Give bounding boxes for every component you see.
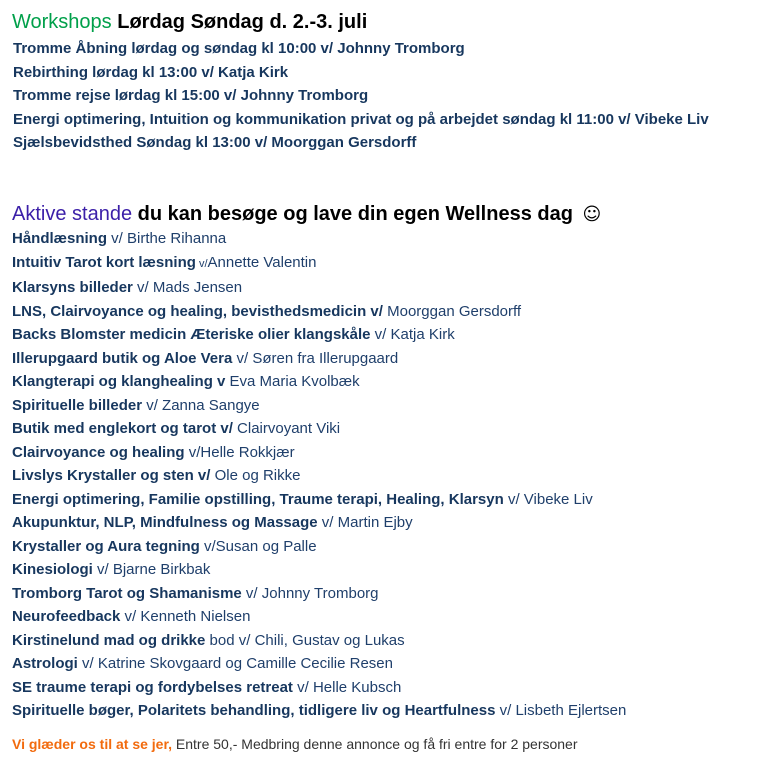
stand-host: v/ Helle Kubsch bbox=[292, 678, 402, 696]
footer-text: Entre 50,- Medbring denne annonce og få fri entre for 2 personer bbox=[172, 736, 578, 752]
stand-name: SE traume terapi og fordybelses retreat bbox=[12, 678, 293, 696]
stand-host: v/ Kenneth Nielsen bbox=[120, 608, 251, 625]
stand-name: Spirituelle bøger, Polaritets behandling, tidligere liv og Heartfulness bbox=[12, 702, 496, 719]
list-item: Tromme rejse lørdag kl 15:00 v/ Johnny Tromborg bbox=[13, 87, 369, 105]
stand-name: Illerupgaard butik og Aloe Vera bbox=[12, 349, 233, 367]
stand-name: Neurofeedback bbox=[12, 608, 121, 625]
list-item bbox=[12, 347, 767, 371]
stand-name: Akupunktur, NLP, Mindfulness og Massage bbox=[12, 514, 318, 531]
list-item bbox=[12, 488, 767, 512]
stand-host: Moorggan Gersdorff bbox=[382, 302, 522, 320]
list-item bbox=[12, 276, 767, 300]
list-item: Tromme Åbning lørdag og søndag kl 10:00 v/ Johnny Tromborg bbox=[13, 40, 465, 57]
workshops-title-date: Lørdag Søndag d. 2.-3. juli bbox=[117, 11, 368, 33]
stand-name: Butik med englekort og tarot v/ bbox=[12, 420, 233, 437]
workshops-title-accent: Workshops bbox=[12, 11, 112, 33]
stand-host-prefix: v/ bbox=[195, 257, 208, 270]
stand-host: v/ Mads Jensen bbox=[132, 279, 243, 296]
stand-name: Klangterapi og klanghealing v bbox=[12, 373, 226, 390]
stand-name: Kinesiologi bbox=[12, 561, 93, 578]
list-item bbox=[12, 394, 767, 418]
stand-host: Clairvoyant Viki bbox=[232, 420, 341, 437]
stand-host: v/ Johnny Tromborg bbox=[241, 584, 379, 602]
list-item bbox=[12, 464, 767, 488]
list-item bbox=[12, 417, 767, 441]
list-item bbox=[12, 605, 767, 629]
stand-host: v/ Bjarne Birkbak bbox=[92, 561, 211, 578]
stand-name: Intuitiv Tarot kort læsning bbox=[12, 253, 196, 271]
stand-name: Klarsyns billeder bbox=[12, 279, 133, 296]
list-item: Sjælsbevidsthed Søndag kl 13:00 v/ Moorggan Gersdorff bbox=[13, 134, 417, 152]
workshops-heading bbox=[12, 10, 367, 34]
stand-host: v/ Katja Kirk bbox=[370, 326, 455, 343]
stand-host: v/ Søren fra Illerupgaard bbox=[232, 349, 399, 367]
list-item bbox=[12, 441, 767, 465]
stand-host: v/Susan og Palle bbox=[199, 537, 317, 555]
list-item bbox=[12, 227, 767, 251]
list-item bbox=[12, 699, 767, 723]
stand-host: v/ Vibeke Liv bbox=[503, 490, 593, 508]
list-item bbox=[12, 629, 767, 653]
list-item bbox=[12, 511, 767, 535]
list-item: Energi optimering, Intuition og kommunikation privat og på arbejdet søndag kl 11:00 v/ Vibeke Liv bbox=[13, 110, 709, 128]
stand-name: LNS, Clairvoyance og healing, bevisthedsmedicin v/ bbox=[12, 302, 383, 320]
stands-list bbox=[12, 227, 767, 723]
stand-host: Eva Maria Kvolbæk bbox=[225, 373, 360, 390]
stand-name: Astrologi bbox=[12, 655, 78, 672]
list-item bbox=[12, 582, 767, 606]
stand-host: bod v/ Chili, Gustav og Lukas bbox=[205, 631, 405, 649]
stand-name: Energi optimering, Familie opstilling, Traume terapi, Healing, Klarsyn bbox=[12, 490, 504, 508]
stand-host: v/ Katrine Skovgaard og Camille Cecilie Resen bbox=[77, 655, 393, 672]
stands-title-accent: Aktive stande bbox=[12, 203, 133, 225]
stand-name: Spirituelle billeder bbox=[12, 396, 143, 414]
stand-host: Ole og Rikke bbox=[210, 467, 301, 484]
workshops-list bbox=[13, 37, 753, 155]
smiley-icon: ☺ bbox=[582, 204, 602, 225]
stand-name: Livslys Krystaller og sten v/ bbox=[12, 467, 211, 484]
stand-host: v/ Lisbeth Ejlertsen bbox=[495, 702, 627, 719]
stand-host: Annette Valentin bbox=[207, 253, 317, 271]
list-item bbox=[12, 676, 767, 700]
list-item bbox=[12, 535, 767, 559]
list-item bbox=[12, 251, 767, 277]
list-item bbox=[12, 558, 767, 582]
stand-name: Backs Blomster medicin Æteriske olier klangskåle bbox=[12, 326, 371, 343]
list-item bbox=[12, 323, 767, 347]
stand-name: Kirstinelund mad og drikke bbox=[12, 631, 206, 649]
list-item bbox=[12, 370, 767, 394]
stand-host: v/ Martin Ejby bbox=[317, 514, 413, 531]
stand-name: Tromborg Tarot og Shamanisme bbox=[12, 584, 242, 602]
list-item bbox=[12, 652, 767, 676]
stand-name: Krystaller og Aura tegning bbox=[12, 537, 200, 555]
list-item bbox=[12, 300, 767, 324]
stand-name: Clairvoyance og healing bbox=[12, 443, 185, 461]
footer-note bbox=[12, 734, 578, 754]
stand-host: v/ Zanna Sangye bbox=[142, 396, 260, 414]
stands-heading bbox=[12, 202, 601, 227]
stands-title-text: du kan besøge og lave din egen Wellness dag bbox=[137, 203, 573, 225]
footer-highlight: Vi glæder os til at se jer, bbox=[12, 736, 173, 752]
stand-name: Håndlæsning bbox=[12, 230, 108, 247]
stand-host: v/Helle Rokkjær bbox=[184, 443, 295, 461]
stand-host: v/ Birthe Rihanna bbox=[107, 230, 227, 247]
list-item: Rebirthing lørdag kl 13:00 v/ Katja Kirk bbox=[13, 63, 289, 81]
